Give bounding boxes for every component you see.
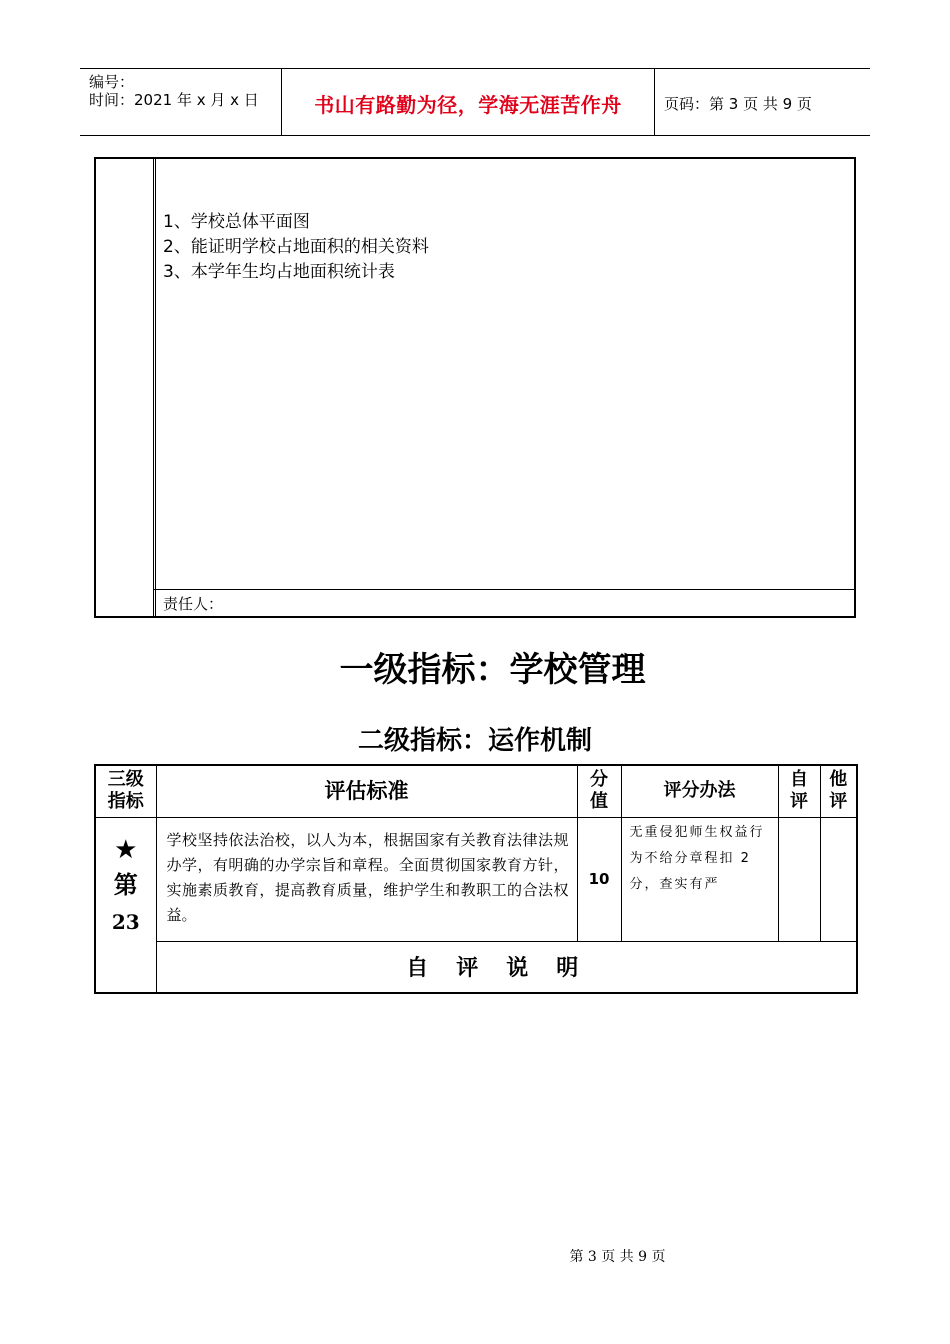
- self-eval-row: [95, 941, 857, 993]
- materials-list: [163, 210, 429, 285]
- header-top-rule: [80, 68, 870, 69]
- star-icon: ★: [114, 834, 138, 865]
- header-motto: 书山有路勤为径，学海无涯苦作舟: [314, 93, 622, 117]
- header-number-label: 编号：: [89, 73, 135, 91]
- header-self-eval: 自 评: [778, 765, 820, 817]
- scoring-method: 无重侵犯师生权益行为不给分章程扣 2 分，查实有严: [621, 817, 778, 941]
- table-row: [95, 817, 857, 941]
- page-footer: 第 3 页 共 9 页: [569, 1249, 666, 1265]
- materials-col-divider: [153, 157, 154, 618]
- self-score-cell[interactable]: [778, 817, 820, 941]
- other-score-cell[interactable]: [820, 817, 857, 941]
- list-item: 1、学校总体平面图: [163, 212, 310, 232]
- list-item: 2、能证明学校占地面积的相关资料: [163, 237, 429, 257]
- header-time-label: 时间：2021 年 x 月 x 日: [89, 91, 259, 109]
- level1-heading: 一级指标：学校管理: [339, 650, 646, 690]
- self-eval-label: 自评说明: [156, 941, 857, 993]
- list-item: 3、本学年生均占地面积统计表: [163, 262, 395, 282]
- level2-heading: 二级指标：运作机制: [357, 726, 592, 756]
- evaluation-table: [94, 764, 858, 994]
- materials-col-divider: [155, 157, 156, 618]
- level3-index-cell: [95, 817, 156, 993]
- header-page-label: 页码：第 3 页 共 9 页: [664, 95, 812, 113]
- index-number: 23: [111, 909, 140, 934]
- score-value: 10: [577, 817, 621, 941]
- header-level3-index: 三级 指标: [95, 765, 156, 817]
- header-score: 分 值: [577, 765, 621, 817]
- index-prefix: 第: [113, 870, 138, 899]
- header-divider: [654, 68, 655, 136]
- header-other-eval: 他 评: [820, 765, 857, 817]
- standard-text: 学校坚持依法治校，以人为本，根据国家有关教育法律法规办学，有明确的办学宗旨和章程。全面贯彻国家教育方针，实施素质教育，提高教育质量，维护学生和教职工的合法权益。: [156, 817, 577, 941]
- materials-footer-rule: [154, 589, 856, 590]
- header-bottom-rule: [80, 135, 870, 136]
- table-header-row: [95, 765, 857, 817]
- responsible-person-label: 责任人：: [163, 595, 224, 613]
- header-method: 评分办法: [621, 765, 778, 817]
- header-standard: 评估标准: [156, 765, 577, 817]
